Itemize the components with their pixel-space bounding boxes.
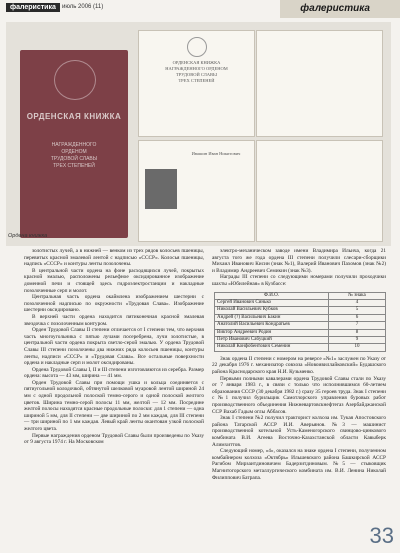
paragraph: Знак ордена II степени с номером на реверсе «№1» заслужен по Указу от 22 декабря 1976 г. механизатор совхоза «Новоивиллайковский» Будашского района Краснодарского края Н.И. Кузьменко. (212, 355, 386, 375)
paragraph: Следующий номер, «4», оказался на знаке ордена I степени, полученном комбайнером колхоза «Октябрь» Ильшевского района Башкирской АССР Рагибом Мирзаитдиновичем Бадерзитдиновым. №5 — стыковщик Магнитогорского металлургического комбината им. В.И. Ленина Николай Филиппович Батрапа. (212, 448, 386, 481)
table-row (215, 337, 386, 344)
cell-name: Петр Иванович Сабуцкий (215, 337, 329, 344)
book-subtitle-2: ОРДЕНОМ (61, 149, 87, 155)
cell-number: 6 (329, 314, 386, 321)
page-number: 33 (369, 523, 394, 548)
cell-name: Виктор Андреевич Родин (215, 329, 329, 336)
book-subtitle-1: НАГРАЖДЕННОГО (51, 142, 97, 148)
table-row (215, 344, 386, 351)
cell-name: Николай Конфобентович Семенин (215, 344, 329, 351)
awards-table (214, 292, 386, 352)
paragraph: Первые награждения орденом Трудовой Славы были произведены по Указу от 9 августа 1974 г. На Московском (24, 432, 204, 446)
left-column (24, 248, 204, 446)
table-header: № знака (329, 292, 386, 299)
right-column (212, 248, 386, 481)
doc-line-3: ТРУДОВОЙ СЛАВЫ (176, 72, 217, 77)
paragraph: Знак I степени №2 получил тракторист колхоза им. Тукая Апостовского района Татарской АССР И.И. Аверьянов. №3 — машинист производственной котельной Усть-Каменогорского свинцово-цинкового комбината В.И. Агеева Восточно-Казахстанской области Кавыберк Алимхиттов. (212, 415, 386, 448)
cell-number: 9 (329, 337, 386, 344)
cell-number: 4 (329, 299, 386, 306)
photo-area (6, 22, 391, 246)
cell-name: Андрей (?) Васильевич Бакин (215, 314, 329, 321)
paragraph: Центральная часть ордена окаймлена изображением шестерни с позолоченной надписью по окружности «Трудовая Слава». Изображение шестерни оксидировано. (24, 294, 204, 314)
paragraph: Орден Трудовой Славы при помощи ушка и кольца соединяется с пятиугольной колодочкой, обтянутой шелковой муаровой лентой шириной 24 мм с одной продольной полоской темно-серого и одной полоской желтого цветов. Ширина темно-серой полосы 11 мм, желтой — 12 мм. Посредине желтой полосы находятся красные продольные полоски: для 1 степени — одна шириной 5 мм, для II степени — две шириной по 2 мм каждая, для III степени — три шириной по 1 мм каждая. Левый край ленты окантован узкой полоской желтого цвета. (24, 379, 204, 433)
table-row (215, 314, 386, 321)
paragraph: Орден Трудовой Славы II степени отличается от I степени тем, что верхняя часть многоугольника с пятью лучами посеребрена, лучи золотистые, в центральной части ордена покрыта светло-серой эмалью. У ордена Трудовой Славы III степени позолочены два нижних ряда колосьев пшеницы, контуры ленты, надписи «СССР» и «Трудовая Слава». Все остальные поверхности ордена и накладные серп и молот оксидированы. (24, 327, 204, 367)
photo-caption: Ордена книжка (8, 233, 48, 239)
paragraph: В центральной части ордена на фоне расходящихся лучей, покрытых красной эмалью, расположены рельефное оксидированное изображение доменной печи и стоящей здесь гидроэлектростанции и накладные позолоченные серп и молот. (24, 267, 204, 294)
paragraph: Первыми полными кавалерами ордена Трудовой Славы стали по Указу от 7 января 1983 г., в связи с только что исполнившимся 60-летием образования СССР (30 декабря 1982 г.) сразу 35 героев труда. Знак I степени с №1 получил бурильщик Самотлорского управления буровых работ производственного объединения Нижневартовскнефтегаз Азербайджанской ССР Вахаб Гадым оглы Аббасов. (212, 375, 386, 415)
header-logo: фалеристика (6, 3, 60, 12)
ussr-emblem-icon (187, 37, 207, 57)
book-subtitle-4: ТРЕХ СТЕПЕНЕЙ (53, 163, 95, 169)
book-title: ОРДЕНСКАЯ КНИЖКА (26, 112, 122, 121)
order-book-cover (20, 50, 128, 238)
cell-name: Анатолий Васильевич Кондратьев (215, 322, 329, 329)
table-row (215, 329, 386, 336)
portrait-photo (145, 169, 177, 209)
cell-name: Николай Васильевич Кубков (215, 307, 329, 314)
header-date: июль 2006 (11) (62, 4, 104, 10)
doc-line-4: ТРЕХ СТЕПЕНЕЙ (178, 78, 215, 83)
table-row (215, 299, 386, 306)
book-subtitle-3: ТРУДОВОЙ СЛАВЫ (50, 156, 98, 162)
page-header (0, 0, 400, 18)
table-header: Ф.И.О. (215, 292, 329, 299)
cell-number: 8 (329, 329, 386, 336)
paragraph: электро-механическом заводе имени Владимира Ильича, когда 21 августа того же года ордена III степени получили слесари-сборщики Михаил Иванович Кисин (знак №1), Валерий Иванович Пахомов (знак №2) и Владимир Андреевич Семикин (знак №3). (212, 248, 386, 274)
cell-name: Сергей Иванович Синько (215, 299, 329, 306)
document-records-page (256, 140, 383, 242)
cell-number: 5 (329, 307, 386, 314)
cell-number: 10 (329, 344, 386, 351)
ussr-emblem-icon (54, 60, 96, 100)
holder-name: Ивашин Иван Никитович (191, 151, 241, 156)
paragraph: Ордена Трудовой Славы I, II и III степени изготовляются из серебра. Размер ордена: высота — 43 мм, ширина — 41 мм. (24, 366, 205, 380)
doc-title: ОРДЕНСКАЯ КНИЖКА (172, 60, 221, 65)
doc-line-2: НАГРАЖДЕННОГО ОРДЕНОМ (165, 66, 228, 71)
paragraph: В верхней части ордена находится пятиконечная красной эмалевая звездочка с позолоченным контуром. (24, 313, 204, 327)
paragraph: Награды III степени со следующими номерами получили проходчики шахты «Юбилейная» в Кузбассе: (212, 274, 386, 287)
table-row (215, 307, 386, 314)
cell-number: 7 (329, 322, 386, 329)
document-inner-left (138, 30, 255, 137)
table-header-row (215, 292, 386, 299)
document-photo-page (138, 140, 255, 242)
paragraph: золотистых лучей, а в нижней — венком из трех рядов колосьев пшеницы, перевитых красной эмалевой лентой с надписью «СССР». Колосья пшеницы, надпись «СССР» и контуры ленты позолочены. (24, 248, 204, 268)
table-row (215, 322, 386, 329)
header-section: фалеристика (280, 0, 400, 18)
document-inner-right (256, 30, 383, 137)
